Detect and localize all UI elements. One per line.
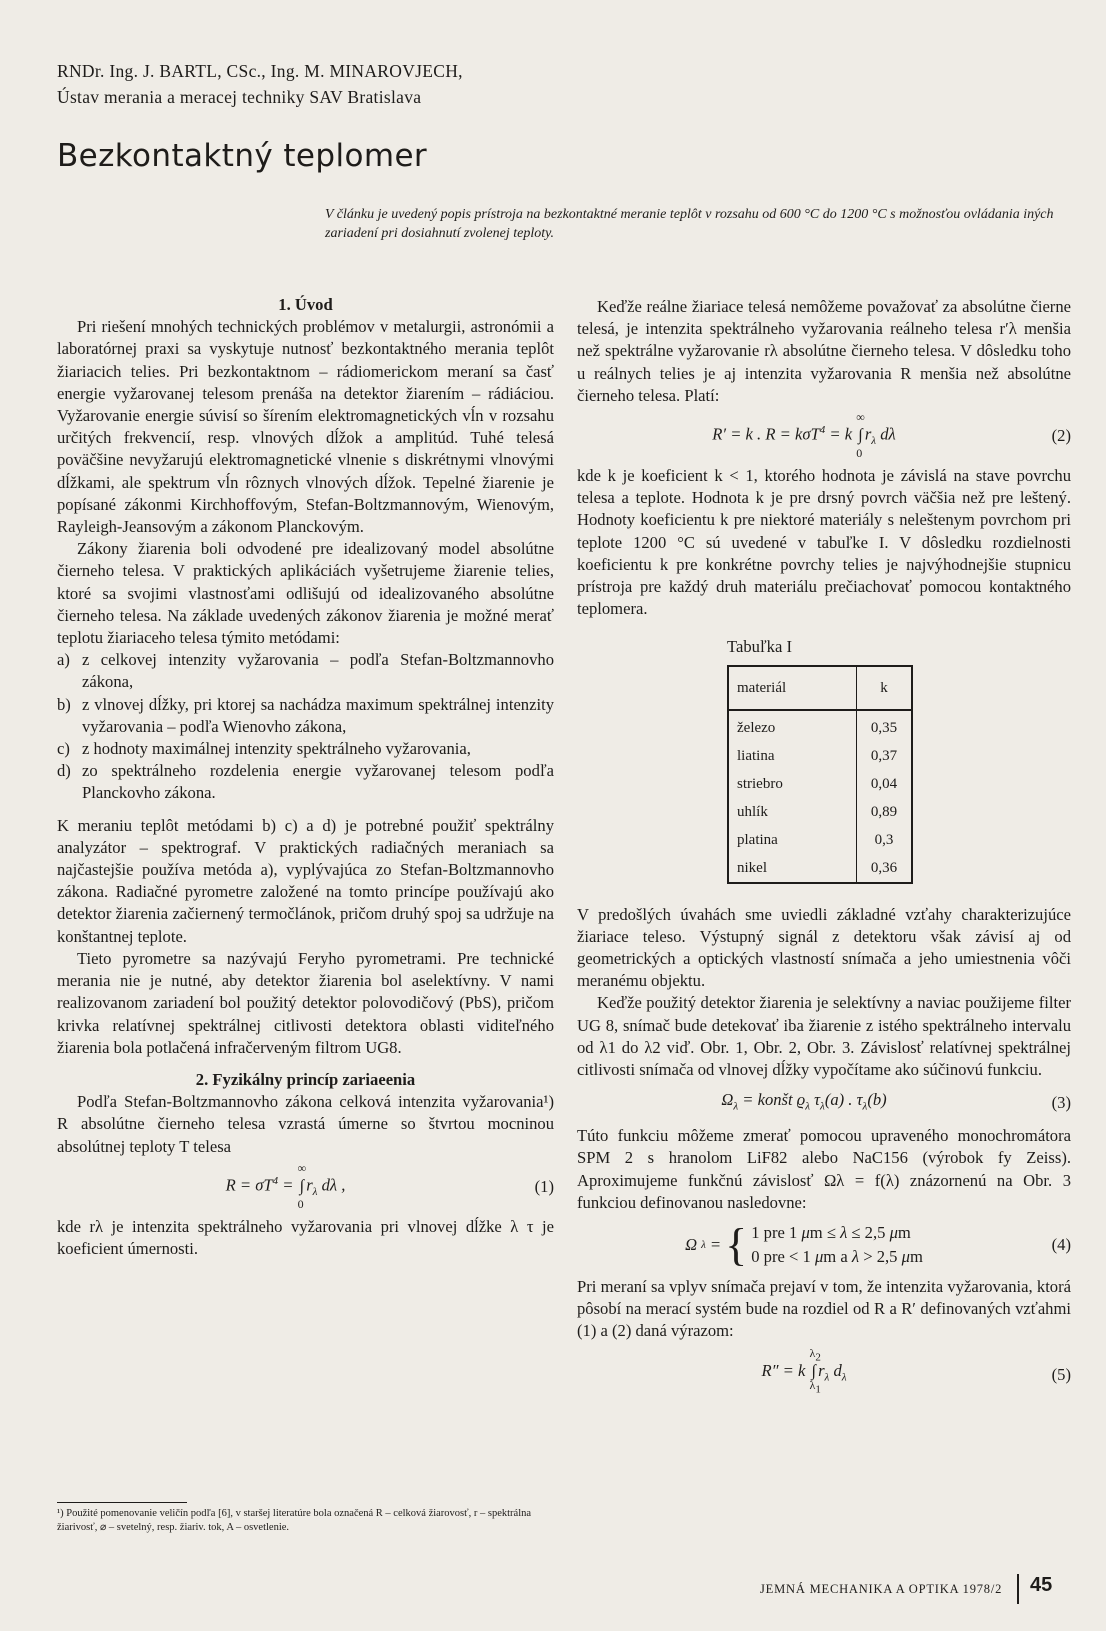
equation-body: $\Omega_\lambda$ = konšt $ϱ_\lambda$ $\tau_\lambda(a)$ . $\tau_\lambda(b)$ (721, 1090, 887, 1113)
authors-line: RNDr. Ing. J. BARTL, CSc., Ing. M. MINAROVJECH, (57, 61, 463, 81)
table-cell: železo (728, 710, 857, 742)
equation-number: (5) (1051, 1364, 1071, 1384)
equation-number: (4) (1051, 1234, 1071, 1254)
list-item-text: z vlnovej dĺžky, pri ktorej sa nachádza maximum spektrálnej intenzity vyžarovania – podľa Wienovho zákona, (82, 694, 554, 736)
table-row (728, 742, 912, 770)
paragraph: Podľa Stefan-Boltzmannovho zákona celková intenzita vyžarovania¹) R absolútne čierneho telesa vzrastá úmerne so štvrtou mocninou absolútnej teploty T telesa (57, 1092, 554, 1156)
paragraph: K meraniu teplôt metódami b) c) a d) je potrebné použiť spektrálny analyzátor – spektrograf. V praktických radiačných meraniach sa najčastejšie používa metóda a), vyplývajúca zo Stefan-Boltzmannovho zákona. Radiačné pyrometre založené na tomto princípe používajú ako detektor žiarenia začiernený termočlánok, pričom druhý spoj sa udržuje na konštantnej teplote. (57, 815, 554, 946)
page-number: 45 (1030, 1574, 1053, 1596)
table-header-cell: k (857, 666, 913, 710)
table-cell: 0,35 (870, 719, 898, 736)
method-list (57, 649, 554, 804)
table-cell: nikel (728, 854, 857, 883)
footnote: ¹) Použité pomenovanie veličín podľa [6], v staršej literatúre bola označená R – celková žiarovosť, r – spektrálna žiarivosť, ⌀ – svetelný, resp. žiariv. tok, A – osvetlenie. (57, 1508, 532, 1533)
list-item (57, 694, 554, 738)
right-column (577, 296, 1071, 1407)
paragraph: Keďže reálne žiariace telesá nemôžeme považovať za absolútne čierne telesá, je intenzita spektrálneho vyžarovania reálneho telesa r′λ menšia než spektrálne vyžarovanie rλ absolútne čierneho telesa. V dôsledku toho u reálnych telies je aj intenzita vyžarovania R menšia než absolútne čierneho telesa. Platí: (577, 297, 1071, 405)
list-item-label: a) (57, 650, 70, 670)
paragraph: Keďže použitý detektor žiarenia je selektívny a naviac použijeme filter UG 8, snímač bude detekovať iba žiarenie z istého spektrálneho intervalu od λ1 do λ2 viď. Obr. 1, Obr. 2, Obr. 3. Závislosť relatívnej spektrálnej citlivosti snímača od vlnovej dĺžky vypočítame ako súčinovú funkciu. (577, 993, 1071, 1080)
equation-number: (1) (534, 1176, 554, 1196)
table-row (728, 798, 912, 826)
paragraph: Tieto pyrometre sa nazývajú Feryho pyrometrami. Pre technické merania nie je nutné, aby detektor žiarenia bol aselektívny. V nami realizovanom zariadení bol použitý detektor polovodičový (PbS), pričom krivka relatívnej spektrálnej citlivosti detektora oblasti viditeľného žiarenia bola potlačená infračerveným filtrom UG8. (57, 948, 554, 1057)
list-item-label: c) (57, 739, 70, 759)
table-cell: 0,36 (870, 859, 898, 876)
list-item-label: d) (57, 761, 71, 781)
author-block (57, 58, 463, 110)
equation-number: (3) (1051, 1093, 1071, 1113)
table-cell: 0,37 (870, 747, 898, 764)
paragraph: Pri riešení mnohých technických problémov v metalurgii, astronómii a laboratórnej praxi sa vyskytuje nutnosť bezkontaktného merania teplôt žiariacich telies. Pri bezkontaktnom – rádiomerickom meraní sa časť energie vyžarovanej telesom prenáša na detektor žiarením – rádiáciou. Vyžarovanie energie súvisí so šírením elektromagnetických vĺn v rozsahu určitých frekvencií, resp. vlnových dĺžok a amplitúd. Tuhé telesá poväčšine nevyžarujú elektromagnetické vlnenie s diskrétnymi vlnovými dĺžkami, ale spektrum vĺn rôznych vlnových dĺžok. Tepelné žiarenie je popísané zákonmi Kirchhoffovým, Stefan-Boltzmannovým, Wienovým, Rayleigh-Jeansovým a zákonom Planckovým. (57, 317, 554, 537)
section-1-heading: 1. Úvod (278, 295, 333, 314)
table-caption: Tabuľka I (727, 637, 793, 657)
table-row (728, 854, 912, 883)
paragraph: kde k je koeficient k < 1, ktorého hodnota je závislá na stave povrchu telesa a teplote. Hodnota k je pre drsný povrch väčšia než pre leštený. Hodnoty koeficientu k pre niektoré materiály s neleštenym povrchom pri teplote 1200 °C sú uvedené v tabuľke I. V dôsledku rozdielnosti koeficientu k pre konkrétne povrchy telies je najvýhodnejšie stupnicu prístroja pre každý druh materiálu prečiachovať pomocou kontaktného teplomera. (577, 466, 1071, 619)
list-item (57, 649, 554, 693)
section-2-heading: 2. Fyzikálny princíp zariaeenia (195, 1069, 416, 1089)
equation-body: Ω λ = { 1 pre 1 μm ≤ λ ≤ 2,5 μm 0 pre < 1 μm a λ > 2,5 μm (685, 1219, 923, 1271)
list-item-text: z celkovej intenzity vyžarovania – podľa Stefan-Boltzmannovho zákona, (82, 650, 554, 692)
table-cell: 0,04 (870, 775, 898, 792)
equation-2 (577, 407, 1071, 465)
list-item (57, 760, 554, 804)
paragraph: Zákony žiarenia boli odvodené pre idealizovaný model absolútne čierneho telesa. V praktických aplikáciách vyšetrujeme žiarenie telies, ktoré sa svojimi vlastnosťami odlišujú od idealizovaného absolútne čierneho telesa. Na základe uvedených zákonov žiarenia je možné merať teplotu žiariaceho telesa týmito metódami: (57, 539, 554, 648)
equation-1 (57, 1158, 554, 1216)
table-cell: liatina (728, 742, 857, 770)
table-header-row (728, 666, 912, 710)
journal-footer: JEMNÁ MECHANIKA A OPTIKA 1978/2 (760, 1582, 1003, 1596)
equation-5 (577, 1343, 1071, 1407)
equation-body: R″ = k ∫ $\lambda_2$ $\lambda_1$ $r_\lambda$ $d_\lambda$ (761, 1346, 847, 1396)
equation-4 (577, 1214, 1071, 1276)
table-cell: striebro (728, 770, 857, 798)
paragraph: kde rλ je intenzita spektrálneho vyžarovania pri vlnovej dĺžke λ τ je koeficient úmernosti. (57, 1216, 554, 1258)
list-item-label: b) (57, 694, 71, 714)
footnote-divider (57, 1502, 187, 1503)
table-cell: 0,3 (874, 831, 894, 848)
table-row (728, 826, 912, 854)
list-item-text: zo spektrálneho rozdelenia energie vyžarovanej telesom podľa Planckovho zákona. (82, 761, 554, 803)
table-header-cell: materiál (728, 666, 857, 710)
left-column (57, 294, 554, 1260)
coefficient-table (727, 665, 913, 884)
affiliation-line: Ústav merania a meracej techniky SAV Bratislava (57, 87, 422, 107)
paragraph: V predošlých úvahách sme uviedli základné vzťahy charakterizujúce žiariace teleso. Výstupný signál z detektoru však závisí aj od geometrických a optických vlastností snímača a jeho umiestnenia vôči meranému objektu. (577, 904, 1071, 991)
abstract: V článku je uvedený popis prístroja na bezkontaktné meranie teplôt v rozsahu od 600 °C do 1200 °C s možnosťou ovládania iných zariadení pri dosiahnutí zvolenej teploty. (325, 207, 1054, 241)
footer-divider (1017, 1574, 1019, 1604)
list-item-text: z hodnoty maximálnej intenzity spektrálneho vyžarovania, (82, 739, 471, 759)
equation-body: R′ = k . R = kσT$^4$ = k ∫ ∞ 0 $r_\lambda$ dλ (712, 410, 896, 461)
list-item (57, 738, 554, 760)
equation-number: (2) (1051, 425, 1071, 445)
table-row (728, 710, 912, 742)
table-row (728, 770, 912, 798)
table-cell: platina (728, 826, 857, 854)
paragraph: Pri meraní sa vplyv snímača prejaví v tom, že intenzita vyžarovania, ktorá pôsobí na merací systém bude na rozdiel od R a R′ definovaných vzťahmi (1) a (2) daná výrazom: (577, 1277, 1071, 1341)
equation-3 (577, 1081, 1071, 1125)
paragraph: Túto funkciu môžeme zmerať pomocou upraveného monochromátora SPM 2 s hranolom LiF82 alebo NaC156 (výrobok fy Zeiss). Aproximujeme funkčnú závislosť Ωλ = f(λ) znázornenú na Obr. 3 funkciou definovanou nasledovne: (577, 1126, 1071, 1212)
equation-body: $R = \sigma T^4$ = ∫ ∞ 0 $r_\lambda$ dλ , (225, 1160, 346, 1211)
article-title: Bezkontaktný teplomer (57, 138, 428, 174)
table-cell: 0,89 (870, 803, 898, 820)
table-cell: uhlík (728, 798, 857, 826)
